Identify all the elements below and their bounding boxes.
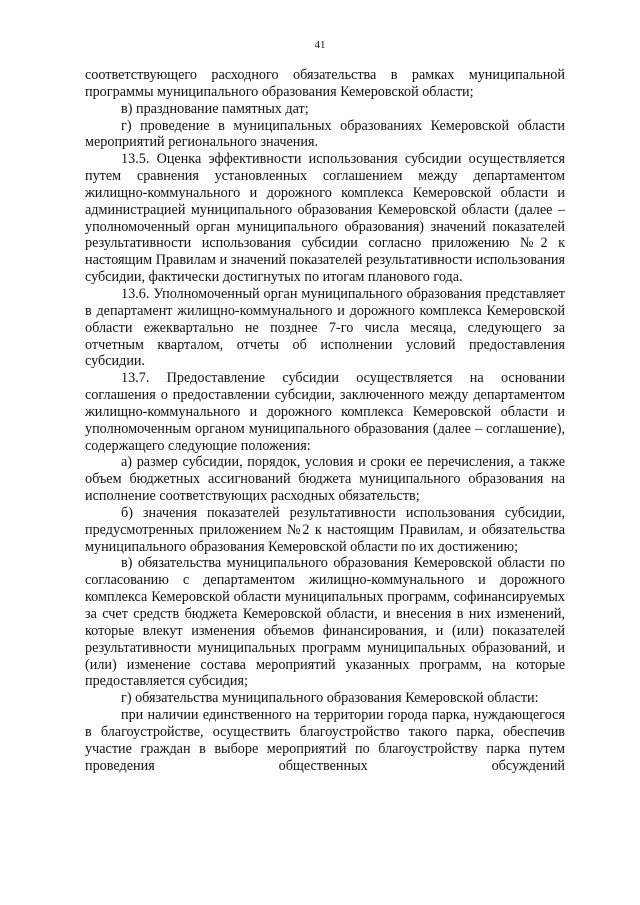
provision-a: а) размер субсидии, порядок, условия и сроки ее перечисления, а также объем бюджетных ассигнований бюджета муниципального образования на исполнение соответствующих расходных обязательств; [85,454,565,505]
provision-g-park: при наличии единственного на территории города парка, нуждающегося в благоустройстве, осуществить благоустройство такого парка, обеспечив участие граждан в выборе мероприятий по благоустройству парка путем проведения общественных обсуждений [85,707,565,774]
clause-13-5: 13.5. Оценка эффективности использования субсидии осуществляется путем сравнения установленных соглашением между департаментом жилищно-коммунального и дорожного комплекса Кемеровской области и администрацией муниципального образования Кемеровской области (далее – уполномоченный орган муниципального образования) значений показателей результативности использования субсидии согласно приложению №2 к настоящим Правилам и значений показателей результативности использования субсидии, фактически достигнутых по итогам планового года. [85,151,565,286]
page-number: 41 [314,39,326,51]
provision-g: г) обязательства муниципального образования Кемеровской области: [121,690,539,707]
list-item-commemorative-dates: в) празднование памятных дат; [121,100,309,117]
paragraph-continuation: соответствующего расходного обязательства в рамках муниципальной программы муниципального образования Кемеровской области; [85,67,565,100]
clause-13-6: 13.6. Уполномоченный орган муниципального образования представляет в департамент жилищно-коммунального и дорожного комплекса Кемеровской области ежеквартально не позднее 7-го числа месяца, следующего за отчетным кварталом, отчеты об исполнении условий предоставления субсидии. [85,285,565,370]
provision-v: в) обязательства муниципального образования Кемеровской области по согласованию с департаментом жилищно-коммунального и дорожного комплекса Кемеровской области муниципальных программ, софинансируемых за счет средств бюджета Кемеровской области, и внесения в них изменений, которые влекут изменения объемов финансирования, и (или) показателей результативности муниципальных программ муниципальных образований, и (или) изменение состава мероприятий указанных программ, на которые предоставляется субсидия; [85,555,565,690]
list-item-regional-events: г) проведение в муниципальных образованиях Кемеровской области мероприятий регионального значения. [85,117,565,151]
clause-13-7: 13.7. Предоставление субсидии осуществляется на основании соглашения о предоставлении субсидии, заключенного между департаментом жилищно-коммунального и дорожного комплекса Кемеровской области и уполномоченным органом муниципального образования (далее – соглашение), содержащего следующие положения: [85,370,565,454]
document-body [85,67,565,774]
provision-b: б) значения показателей результативности использования субсидии, предусмотренных приложением №2 к настоящим Правилам, и обязательства муниципального образования Кемеровской области по их достижению; [85,504,565,555]
